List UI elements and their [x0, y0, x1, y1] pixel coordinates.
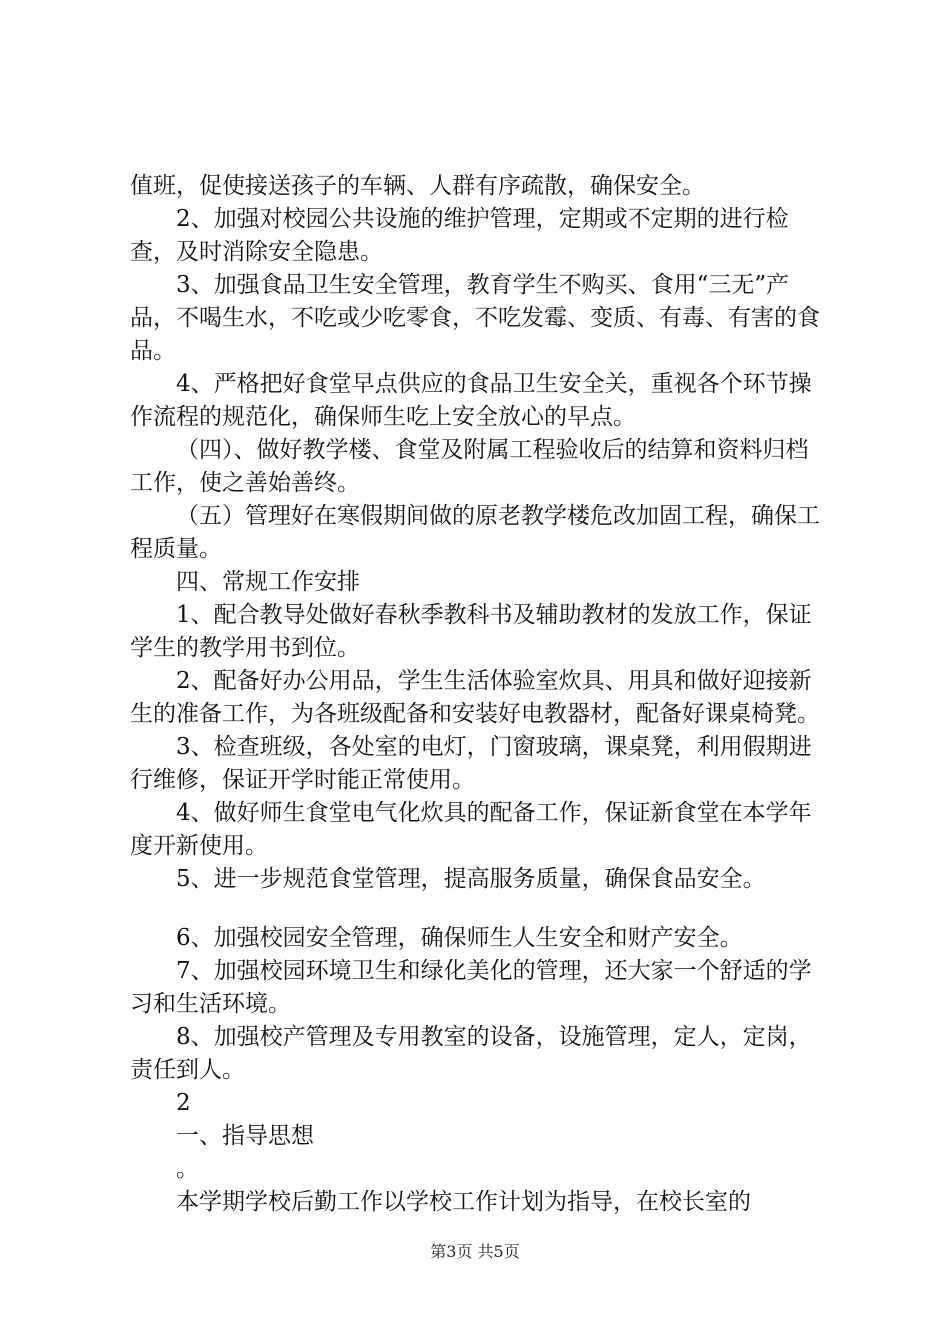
- paragraph: 8、加强校产管理及专用教室的设备，设施管理，定人，定岗，责任到人。: [130, 1024, 812, 1083]
- punctuation-line: 。: [176, 1156, 199, 1182]
- paragraph: （五）管理好在寒假期间做的原老教学楼危改加固工程，确保工程质量。: [130, 503, 820, 562]
- paragraph: （四）、做好教学楼、食堂及附属工程验收后的结算和资料归档工作，使之善始善终。: [130, 437, 809, 496]
- section-heading: 四、常规工作安排: [176, 569, 360, 595]
- paragraph-gap: [130, 896, 830, 922]
- document-body: [130, 170, 830, 1219]
- paragraph: 4、严格把好食堂早点供应的食品卫生安全关，重视各个环节操作流程的规范化，确保师生吃上安全放心的早点。: [130, 371, 812, 430]
- paragraph: 本学期学校后勤工作以学校工作计划为指导，在校长室的: [176, 1189, 751, 1215]
- paragraph: 2、加强对校园公共设施的维护管理，定期或不定期的进行检查，及时消除安全隐患。: [130, 206, 789, 265]
- paragraph: 4、做好师生食堂电气化炊具的配备工作，保证新食堂在本学年度开新使用。: [130, 800, 812, 859]
- paragraph: 7、加强校园环境卫生和绿化美化的管理，还大家一个舒适的学习和生活环境。: [130, 958, 812, 1017]
- paragraph: 6、加强校园安全管理，确保师生人生安全和财产安全。: [176, 925, 743, 951]
- paragraph: 1、配合教导处做好春秋季教科书及辅助教材的发放工作，保证学生的教学用书到位。: [130, 602, 812, 661]
- paragraph: 2、配备好办公用品，学生生活体验室炊具、用具和做好迎接新生的准备工作，为各班级配备和安装好电教器材，配备好课桌椅凳。: [130, 668, 820, 727]
- paragraph: 5、进一步规范食堂管理，提高服务质量，确保食品安全。: [176, 866, 766, 892]
- paragraph: 值班，促使接送孩子的车辆、人群有序疏散，确保安全。: [130, 173, 705, 199]
- section-heading: 一、指导思想: [176, 1123, 314, 1149]
- page-number-inline: 2: [176, 1090, 191, 1116]
- page-footer: 第3页 共5页: [430, 1242, 520, 1261]
- paragraph: 3、加强食品卫生安全管理，教育学生不购买、食用“三无”产品，不喝生水，不吃或少吃零食，不吃发霉、变质、有毒、有害的食品。: [130, 272, 820, 364]
- paragraph: 3、检查班级，各处室的电灯，门窗玻璃，课桌凳，利用假期进行维修，保证开学时能正常使用。: [130, 734, 812, 793]
